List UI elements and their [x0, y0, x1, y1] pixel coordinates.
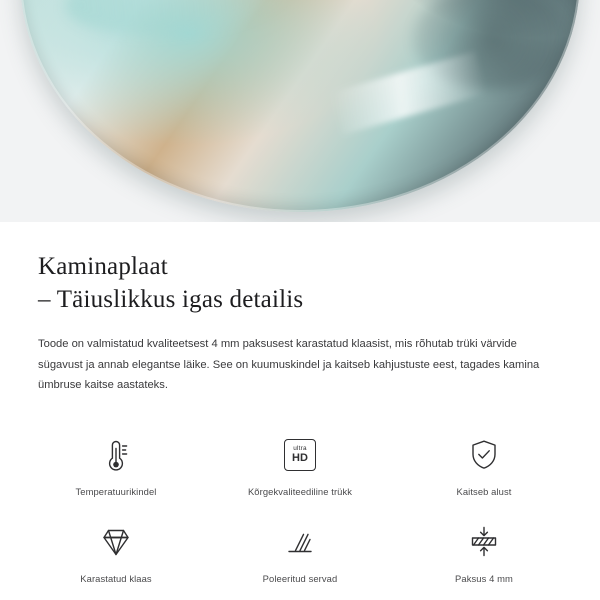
marble-glass-plate-image	[20, 0, 580, 212]
diamond-icon	[96, 519, 136, 565]
plate-rim	[20, 0, 580, 212]
shield-check-icon	[467, 432, 501, 478]
feature-label: Paksus 4 mm	[455, 573, 513, 585]
hero-image	[0, 0, 600, 222]
feature-grid	[0, 422, 600, 584]
thermometer-icon	[99, 432, 133, 478]
feature-label: Temperatuurikindel	[75, 486, 157, 498]
feature-item-tempered-glass	[24, 519, 208, 584]
thickness-icon	[464, 519, 504, 565]
content-block	[0, 222, 600, 396]
ultra-hd-icon	[284, 432, 316, 478]
feature-label: Karastatud klaas	[80, 573, 152, 585]
page-title-line-2: – Täiuslikkus igas detailis	[38, 286, 304, 313]
feature-item-temperature	[24, 432, 208, 497]
feature-label: Kõrgekvaliteediline trükk	[247, 486, 353, 498]
feature-label: Kaitseb alust	[456, 486, 512, 498]
polished-edges-icon	[281, 519, 319, 565]
ultra-hd-top-text: ultra	[293, 444, 307, 452]
feature-item-thickness	[392, 519, 576, 584]
feature-item-surface-protection	[392, 432, 576, 497]
feature-item-print-quality	[208, 432, 392, 497]
feature-item-polished-edges	[208, 519, 392, 584]
feature-label: Poleeritud servad	[262, 573, 338, 585]
page-title	[38, 250, 562, 316]
ultra-hd-bottom-text: HD	[292, 452, 308, 465]
product-description: Toode on valmistatud kvaliteetsest 4 mm paksusest karastatud klaasist, mis rõhutab trüki värvide sügavust ja annab elegantse läike. See on kuumuskindel ja kaitseb kahjustuste eest, tagades kamina ümbruse kaitse aastateks.	[38, 338, 540, 392]
page-title-line-1: Kaminaplaat	[38, 253, 168, 280]
